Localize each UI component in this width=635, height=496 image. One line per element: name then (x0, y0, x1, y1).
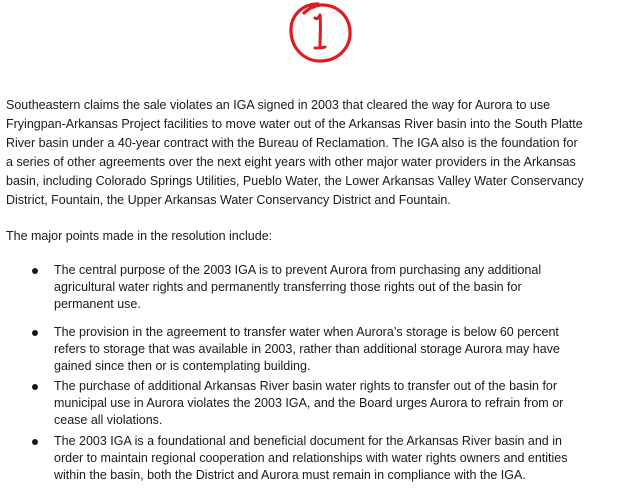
list-item-line: permanent use. (54, 297, 141, 311)
list-item-line: order to maintain regional cooperation and relationships with water rights owners and entities (54, 451, 568, 465)
intro-line: basin, including Colorado Springs Utilities, Pueblo Water, the Lower Arkansas Valley Water Conservancy (6, 174, 584, 188)
intro-line: Fryingpan-Arkansas Project facilities to move water out of the Arkansas River basin into the South Platte (6, 117, 583, 131)
list-item-line: The provision in the agreement to transfer water when Aurora’s storage is below 60 percent (54, 325, 559, 339)
points-intro-paragraph: The major points made in the resolution include: (6, 229, 273, 243)
bullet-icon (32, 439, 38, 445)
list-item-text (54, 324, 632, 375)
list-item-line: The purchase of additional Arkansas River basin water rights to transfer out of the basin for (54, 379, 558, 393)
list-item-line: cease all violations. (54, 413, 163, 427)
list-item-line: municipal use in Aurora violates the 2003 IGA, and the Board urges Aurora to refrain from or (54, 396, 564, 410)
list-item-line: The central purpose of the 2003 IGA is to prevent Aurora from purchasing any additional (54, 263, 542, 277)
intro-paragraph (6, 96, 632, 210)
list-item-text (54, 262, 632, 313)
bullet-icon (32, 268, 38, 274)
bullet-icon (32, 384, 38, 390)
list-item-line: within the basin, both the District and Aurora must remain in compliance with the IGA. (54, 468, 526, 482)
list-item-line: gained since then or is contemplating building. (54, 359, 311, 373)
intro-line: Southeastern claims the sale violates an IGA signed in 2003 that cleared the way for Aurora to use (6, 98, 551, 112)
intro-line: District, Fountain, the Upper Arkansas Water Conservancy District and Fountain. (6, 193, 451, 207)
list-item-line: agricultural water rights and permanently transferring those rights out of the basin for (54, 280, 522, 294)
intro-line: River basin under a 40-year contract with the Bureau of Reclamation. The IGA also is the foundation for (6, 136, 578, 150)
handwritten-circled-number-annotation (284, 0, 356, 68)
list-item-text (54, 433, 632, 484)
list-item-text (54, 378, 632, 429)
bullet-icon (32, 330, 38, 336)
list-item-line: The 2003 IGA is a foundational and beneficial document for the Arkansas River basin and in (54, 434, 562, 448)
list-item-line: refers to storage that was available in 2003, rather than additional storage Aurora may have (54, 342, 560, 356)
intro-line: a series of other agreements over the next eight years with other major water providers in the Arkansas (6, 155, 576, 169)
